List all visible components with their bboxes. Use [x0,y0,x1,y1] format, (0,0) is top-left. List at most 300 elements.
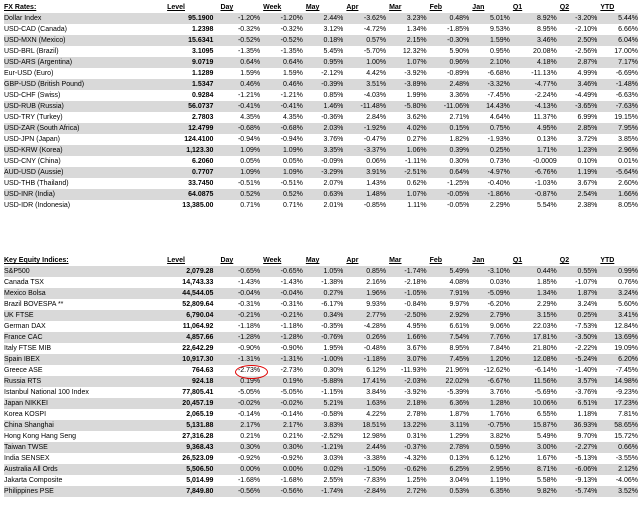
row-label: USD-IDR (Indonesia) [4,202,71,209]
value-cell: 0.18% [323,37,344,44]
value-cell: -0.0009 [533,158,557,165]
value-cell: -12.62% [483,367,510,374]
value-cell: 5.45% [323,48,344,55]
value-cell: 2.87% [577,59,598,66]
value-cell: 2.17% [282,422,303,429]
table-row [4,167,638,178]
value-cell: -0.41% [237,103,261,110]
column-header: Q2 [559,257,570,264]
value-cell: 0.64% [449,169,470,176]
value-cell: 0.99% [618,268,638,275]
value-cell: 8.95% [449,345,470,352]
value-cell: -1.38% [321,279,344,286]
value-cell: -5.39% [447,389,470,396]
row-label: Australia All Ords [4,466,58,473]
level-cell: 924.18 [192,378,214,385]
value-cell: 3.82% [489,433,510,440]
value-cell: 1.96% [366,290,387,297]
value-cell: -4.97% [487,169,510,176]
value-cell: 3.07% [406,356,427,363]
row-label: Mexico Bolsa [4,290,46,297]
value-cell: 0.03% [489,279,510,286]
column-header: Apr [346,4,359,11]
value-cell: 0.25% [489,147,510,154]
value-cell: 3.46% [577,81,598,88]
value-cell: -3.38% [363,455,387,462]
column-header: Mar [389,4,402,11]
value-cell: 3.11% [449,422,470,429]
value-cell: -3.76% [575,389,598,396]
value-cell: -0.04% [280,290,303,297]
value-cell: 1.28% [489,400,510,407]
value-cell: 1.11% [407,202,427,209]
table-row [4,35,638,46]
value-cell: -0.84% [404,301,427,308]
value-cell: 2.10% [489,59,510,66]
value-cell: 1.29% [449,433,470,440]
value-cell: 3.76% [323,136,344,143]
value-cell: -3.62% [363,15,387,22]
value-cell: 1.34% [536,290,557,297]
value-cell: 2.18% [406,400,427,407]
table-row [4,387,638,398]
value-cell: -9.23% [615,389,638,396]
value-cell: 1.66% [618,191,638,198]
value-cell: 9.82% [536,488,557,495]
value-cell: 3.35% [323,147,344,154]
value-cell: 6.55% [536,411,557,418]
value-cell: -0.36% [321,114,344,121]
value-cell: 0.10% [577,158,598,165]
value-cell: 7.95% [618,125,638,132]
value-cell: -1.86% [487,191,510,198]
value-cell: 12.08% [533,356,557,363]
level-cell: 1.1289 [192,70,214,77]
value-cell: 0.64% [240,59,261,66]
value-cell: 0.57% [366,37,387,44]
value-cell: -5.88% [321,378,344,385]
value-cell: 3.57% [577,378,598,385]
value-cell: 1.87% [449,411,470,418]
column-header: Level [167,4,185,11]
level-cell: 26,523.09 [182,455,214,462]
value-cell: -1.25% [447,180,470,187]
value-cell: -0.62% [404,466,427,473]
column-header: Feb [429,4,443,11]
value-cell: -2.84% [363,488,387,495]
value-cell: 0.30% [282,444,303,451]
value-cell: 0.13% [536,136,557,143]
row-label: India SENSEX [4,455,50,462]
table-row [4,409,638,420]
value-cell: 15.87% [533,422,557,429]
value-cell: 1.99% [406,92,427,99]
table-row [4,354,638,365]
value-cell: 1.07% [406,59,427,66]
table-row [4,200,638,211]
value-cell: -0.32% [237,26,261,33]
row-label: Taiwan TWSE [4,444,48,451]
row-label: S&P500 [4,268,30,275]
value-cell: -4.32% [404,455,427,462]
value-cell: -0.48% [363,345,387,352]
value-cell: 6.61% [449,323,470,330]
value-cell: -3.55% [615,455,638,462]
value-cell: 6.20% [618,356,638,363]
value-cell: 12.32% [402,48,427,55]
table-row [4,178,638,189]
value-cell: 0.21% [282,433,303,440]
row-label: USD-KRW (Korea) [4,147,63,154]
value-cell: 0.52% [240,191,261,198]
table-row [4,398,638,409]
row-label: China Shanghai [4,422,54,429]
value-cell: 2.15% [406,37,427,44]
value-cell: -0.47% [363,136,387,143]
value-cell: 1.06% [406,147,427,154]
value-cell: 1.87% [577,290,598,297]
value-cell: -6.20% [487,301,510,308]
table-row [4,431,638,442]
table-row [4,453,638,464]
column-header: Q2 [559,4,570,11]
level-cell: 13,385.00 [182,202,214,209]
row-label: GBP-USD (British Pound) [4,81,85,88]
value-cell: -1.03% [534,180,557,187]
value-cell: -3.20% [575,15,598,22]
value-cell: -0.92% [280,455,303,462]
value-cell: -0.14% [237,411,261,418]
column-header: YTD [600,4,615,11]
level-cell: 64.0875 [188,191,214,198]
value-cell: -0.75% [487,422,510,429]
value-cell: 3.76% [489,389,510,396]
level-cell: 20,457.19 [182,400,214,407]
value-cell: 3.04% [449,477,470,484]
value-cell: -0.30% [447,37,470,44]
value-cell: 2.01% [323,202,344,209]
column-header: Q1 [512,4,523,11]
value-cell: -5.09% [487,290,510,297]
value-cell: 12.98% [362,433,387,440]
value-cell: -4.49% [575,92,598,99]
table-row [4,288,638,299]
value-cell: 3.67% [406,345,427,352]
value-cell: -1.35% [237,48,261,55]
value-cell: -0.31% [237,301,261,308]
row-label: USD-JPN (Japan) [4,136,61,143]
value-cell: 5.01% [489,15,510,22]
value-cell: 6.66% [618,26,638,33]
table-row [4,24,638,35]
value-cell: 2.29% [489,202,510,209]
value-cell: 2.12% [618,466,638,473]
value-cell: -5.74% [575,488,598,495]
value-cell: 10.06% [533,400,557,407]
table-row [4,123,638,134]
level-cell: 52,809.64 [182,301,214,308]
level-cell: 5,014.99 [186,477,214,484]
value-cell: 5.54% [536,202,557,209]
value-cell: 0.64% [282,59,303,66]
column-header: Mar [389,257,402,264]
row-label: Eur-USD (Euro) [4,70,54,77]
value-cell: 19.15% [614,114,638,121]
value-cell: -1.74% [404,268,427,275]
value-cell: -7.45% [615,367,638,374]
value-cell: 1.63% [366,400,387,407]
value-cell: -0.02% [280,400,303,407]
value-cell: -1.11% [404,158,427,165]
value-cell: -1.68% [280,477,303,484]
value-cell: 17.00% [614,48,638,55]
value-cell: -0.56% [237,488,261,495]
value-cell: 1.07% [406,191,427,198]
value-cell: -1.85% [447,26,470,33]
value-cell: 11.56% [533,378,557,385]
value-cell: 2.77% [366,312,387,319]
value-cell: 0.85% [323,92,344,99]
table-row [4,310,638,321]
value-cell: 19.09% [614,345,638,352]
header-row [4,255,638,266]
value-cell: -1.15% [321,389,344,396]
value-cell: 0.30% [240,444,261,451]
value-cell: 1.59% [489,37,510,44]
value-cell: 9.06% [489,323,510,330]
level-cell: 2.7803 [192,114,214,121]
column-header: Q1 [512,257,523,264]
level-cell: 12.4799 [188,125,214,132]
row-label: AUD-USD (Aussie) [4,169,64,176]
value-cell: 0.95% [323,59,344,66]
value-cell: -5.05% [280,389,303,396]
value-cell: 14.98% [614,378,638,385]
value-cell: -5.80% [404,103,427,110]
level-cell: 1.2398 [192,26,214,33]
value-cell: 2.55% [323,477,344,484]
row-label: USD-BRL (Brazil) [4,48,59,55]
value-cell: 4.08% [449,279,470,286]
value-cell: -3.92% [404,70,427,77]
table-row [4,46,638,57]
value-cell: -1.20% [237,15,261,22]
column-header: Jan [472,257,485,264]
value-cell: 0.19% [282,378,303,385]
table-row [4,343,638,354]
level-cell: 5,506.50 [186,466,214,473]
value-cell: 2.17% [240,422,261,429]
column-header: Feb [429,257,443,264]
value-cell: -3.89% [404,81,427,88]
value-cell: -3.92% [404,389,427,396]
value-cell: 0.15% [449,125,470,132]
row-label: USD-RUB (Russia) [4,103,64,110]
row-label: USD-ARS (Argentina) [4,59,73,66]
value-cell: 2.29% [536,301,557,308]
value-cell: -2.03% [404,378,427,385]
value-cell: 6.12% [489,455,510,462]
value-cell: -5.70% [363,48,387,55]
value-cell: -5.05% [237,389,261,396]
row-label: Russia RTS [4,378,42,385]
value-cell: 1.46% [323,103,344,110]
value-cell: -6.69% [615,70,638,77]
value-cell: 2.85% [577,125,598,132]
level-cell: 9,368.43 [186,444,214,451]
value-cell: -0.87% [534,191,557,198]
value-cell: -1.00% [321,356,344,363]
value-cell: 17.23% [614,400,638,407]
value-cell: -3.29% [321,169,344,176]
table-row [4,112,638,123]
value-cell: -0.68% [237,125,261,132]
value-cell: 8.05% [618,202,638,209]
value-cell: 2.95% [489,466,510,473]
value-cell: 7.81% [618,411,638,418]
value-cell: 22.03% [533,323,557,330]
value-cell: 2.07% [323,180,344,187]
value-cell: -1.43% [237,279,261,286]
value-cell: -0.04% [237,290,261,297]
value-cell: 1.09% [240,169,261,176]
value-cell: 3.67% [577,180,598,187]
value-cell: -1.18% [237,323,261,330]
value-cell: 1.25% [406,477,427,484]
value-cell: 21.96% [445,367,470,374]
value-cell: -6.67% [487,378,510,385]
value-cell: 0.01% [618,158,638,165]
table-row [4,464,638,475]
value-cell: 0.46% [240,81,261,88]
value-cell: -0.05% [447,191,470,198]
value-cell: -3.65% [575,103,598,110]
value-cell: 3.72% [577,136,598,143]
row-label: Korea KOSPI [4,411,47,418]
value-cell: 3.12% [323,26,344,33]
value-cell: 0.31% [406,433,427,440]
value-cell: -0.32% [280,26,303,33]
value-cell: 0.02% [323,466,344,473]
value-cell: 6.12% [366,367,387,374]
value-cell: -2.10% [575,26,598,33]
value-cell: -1.74% [321,488,344,495]
value-cell: 1.43% [366,180,387,187]
value-cell: 6.99% [577,114,598,121]
value-cell: 0.30% [323,367,344,374]
value-cell: 2.44% [323,15,344,22]
value-cell: 1.95% [323,345,344,352]
row-label: USD-MXN (Mexico) [4,37,66,44]
value-cell: 0.26% [366,334,387,341]
value-cell: 1.48% [366,191,387,198]
table-row [4,68,638,79]
level-cell: 11,064.92 [182,323,214,330]
column-header: May [305,4,320,11]
row-label: Brazil BOVESPA ** [4,301,64,308]
table-row [4,376,638,387]
value-cell: 6.51% [577,400,598,407]
column-header: Level [167,257,185,264]
column-header: May [305,257,320,264]
value-cell: 17.41% [362,378,387,385]
value-cell: -2.24% [534,92,557,99]
value-cell: -0.52% [280,37,303,44]
row-label: USD-CNY (China) [4,158,61,165]
value-cell: -0.68% [280,125,303,132]
value-cell: -5.24% [575,356,598,363]
value-cell: 1.59% [240,70,261,77]
value-cell: 20.08% [533,48,557,55]
value-cell: -0.90% [237,345,261,352]
value-cell: -2.51% [404,169,427,176]
row-label: Greece ASE [4,367,43,374]
value-cell: 1.19% [577,169,598,176]
value-cell: 2.92% [449,312,470,319]
value-cell: 7.54% [449,334,470,341]
value-cell: -4.28% [363,323,387,330]
value-cell: 4.99% [577,70,598,77]
value-cell: 0.75% [489,125,510,132]
value-cell: 5.21% [323,400,344,407]
column-header: Day [220,4,234,11]
column-header: Week [263,4,282,11]
value-cell: 5.44% [618,15,638,22]
row-label: USD-THB (Thailand) [4,180,69,187]
value-cell: -1.21% [321,444,344,451]
column-header: Week [263,257,282,264]
table-row [4,332,638,343]
value-cell: 1.05% [323,268,344,275]
value-cell: -1.07% [575,279,598,286]
value-cell: -0.51% [280,180,303,187]
value-cell: -2.73% [280,367,303,374]
value-cell: 0.34% [323,312,344,319]
value-cell: 58.65% [614,422,638,429]
value-cell: -0.35% [321,323,344,330]
table-row [4,486,638,497]
value-cell: 13.22% [402,422,427,429]
row-label: Dollar Index [4,15,42,22]
value-cell: -7.53% [575,323,598,330]
value-cell: 14.43% [486,103,510,110]
level-cell: 95.1900 [188,15,214,22]
value-cell: -4.13% [534,103,557,110]
value-cell: 5.49% [449,268,470,275]
table-row [4,134,638,145]
value-cell: 7.45% [449,356,470,363]
level-cell: 764.63 [192,367,214,374]
value-cell: -4.77% [534,81,557,88]
value-cell: 2.38% [577,202,598,209]
value-cell: 0.13% [449,455,470,462]
level-cell: 0.7707 [192,169,214,176]
value-cell: -2.73% [237,367,261,374]
value-cell: 3.24% [577,301,598,308]
level-cell: 33.7450 [188,180,214,187]
value-cell: 3.24% [618,290,638,297]
value-cell: -1.43% [280,279,303,286]
value-cell: -1.68% [237,477,261,484]
value-cell: 0.48% [449,15,470,22]
level-cell: 22,642.29 [182,345,214,352]
value-cell: 11.37% [533,114,557,121]
value-cell: -6.63% [615,92,638,99]
value-cell: 0.76% [618,279,638,286]
value-cell: 6.04% [618,37,638,44]
value-cell: 3.85% [618,136,638,143]
value-cell: -0.92% [237,455,261,462]
